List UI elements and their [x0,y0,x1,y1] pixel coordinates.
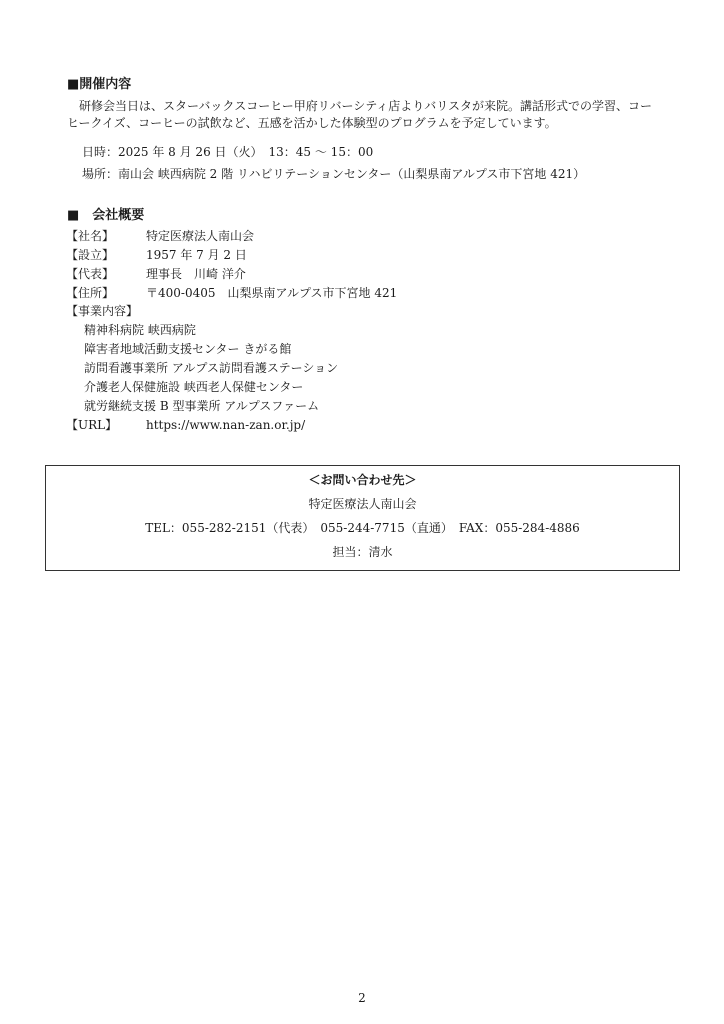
row-key: 【社名】 [66,229,115,243]
business-item: 障害者地域活動支援センター きがる館 [84,342,292,356]
row-value: 1957 年 7 月 2 日 [146,248,247,262]
row-key: 【住所】 [66,286,115,300]
contact-phones: TEL：055-282-2151（代表） 055-244-7715（直通） FAX：055-284-4886 [145,521,580,535]
company-row-founded [66,247,247,264]
row-value: 特定医療法人南山会 [146,229,255,243]
company-url-link[interactable]: https://www.nan-zan.or.jp/ [146,418,306,432]
company-row-representative [66,266,246,283]
contact-title: ＜お問い合わせ先＞ [308,473,417,487]
company-row-address [66,285,397,302]
page-number: 2 [358,991,366,1005]
row-key: 【設立】 [66,248,115,262]
company-row-name [66,228,254,245]
row-key: 【代表】 [66,267,115,281]
contact-box [45,465,680,571]
contact-person: 担当：清水 [332,545,393,559]
event-description: 研修会当日は、スターバックスコーヒー甲府リバーシティ店よりバリスタが来院。講話形式での学習、コーヒークイズ、コーヒーの試飲など、五感を活かした体験型のプログラムを予定しています。 [67,99,653,131]
row-value: 〒400-0405 山梨県南アルプス市下宮地 421 [146,286,398,300]
row-value: 理事長 川崎 洋介 [146,267,246,281]
business-item: 就労継続支援 B 型事業所 アルプスファーム [84,399,320,413]
business-item: 訪問看護事業所 アルプス訪問看護ステーション [84,361,339,375]
event-heading: ■開催内容 [67,77,132,92]
row-key: 【URL】 [66,418,118,432]
company-heading: ■ 会社概要 [67,208,145,223]
business-item: 介護老人保健施設 峡西老人保健センター [84,380,304,394]
company-row-url [66,417,305,434]
business-label: 【事業内容】 [66,304,139,318]
event-place: 場所：南山会 峡西病院 2 階 リハビリテーションセンター（山梨県南アルプス市下宮地 421） [82,167,586,181]
contact-org: 特定医療法人南山会 [308,497,417,511]
event-datetime: 日時：2025 年 8 月 26 日（火） 13：45 ～ 15：00 [82,145,374,159]
business-item: 精神科病院 峡西病院 [84,323,196,337]
